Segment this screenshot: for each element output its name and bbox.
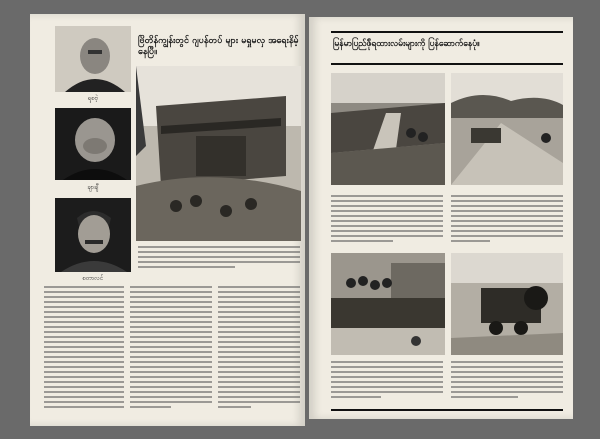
landing-ship-photo	[136, 66, 301, 241]
left-article-column-3	[218, 286, 300, 414]
right-article-column-1	[331, 195, 443, 247]
left-page	[30, 14, 305, 426]
portrait-caption: ချာချီ	[87, 184, 99, 191]
right-article-column-4	[451, 361, 563, 405]
portrait-caption: စတာလင်	[82, 275, 104, 282]
right-article-column-3	[331, 361, 443, 405]
railway-photo-2	[451, 73, 563, 185]
landing-ship-graphic	[136, 66, 301, 241]
right-headline: မြန်မာပြည်ဖ်ိုရထားလမ်းများကို ပြန်ဆောက်နေပုံ။	[333, 39, 480, 49]
left-article-intro	[138, 246, 300, 274]
railway-photo-1-graphic	[331, 73, 445, 185]
portrait-photo-churchill	[55, 108, 131, 180]
railway-photo-1	[331, 73, 445, 185]
churchill-portrait-graphic	[55, 108, 131, 180]
roosevelt-portrait-graphic	[55, 26, 131, 92]
left-article-column-1	[44, 286, 124, 414]
portrait-photo-roosevelt	[55, 26, 131, 92]
footer-rule	[331, 409, 563, 411]
railway-photo-4	[451, 253, 563, 355]
header-rule-top	[331, 31, 563, 33]
portrait-caption: ရုစဗဲ့	[87, 95, 99, 102]
right-article-column-2	[451, 195, 563, 247]
stalin-portrait-graphic	[55, 198, 131, 272]
header-rule-bottom	[331, 63, 563, 65]
railway-photo-3-graphic	[331, 253, 445, 355]
railway-photo-3	[331, 253, 445, 355]
railway-photo-4-graphic	[451, 253, 563, 355]
left-headline: ဗြိတိန်ကျွန်းတွင် ဂျပန်တပ် များ မရှုမလှ အရေးနိမ့်နေပြီ။	[138, 36, 299, 58]
railway-photo-2-graphic	[451, 73, 563, 185]
left-article-column-2	[130, 286, 212, 414]
portrait-photo-stalin	[55, 198, 131, 272]
right-page	[309, 17, 573, 419]
